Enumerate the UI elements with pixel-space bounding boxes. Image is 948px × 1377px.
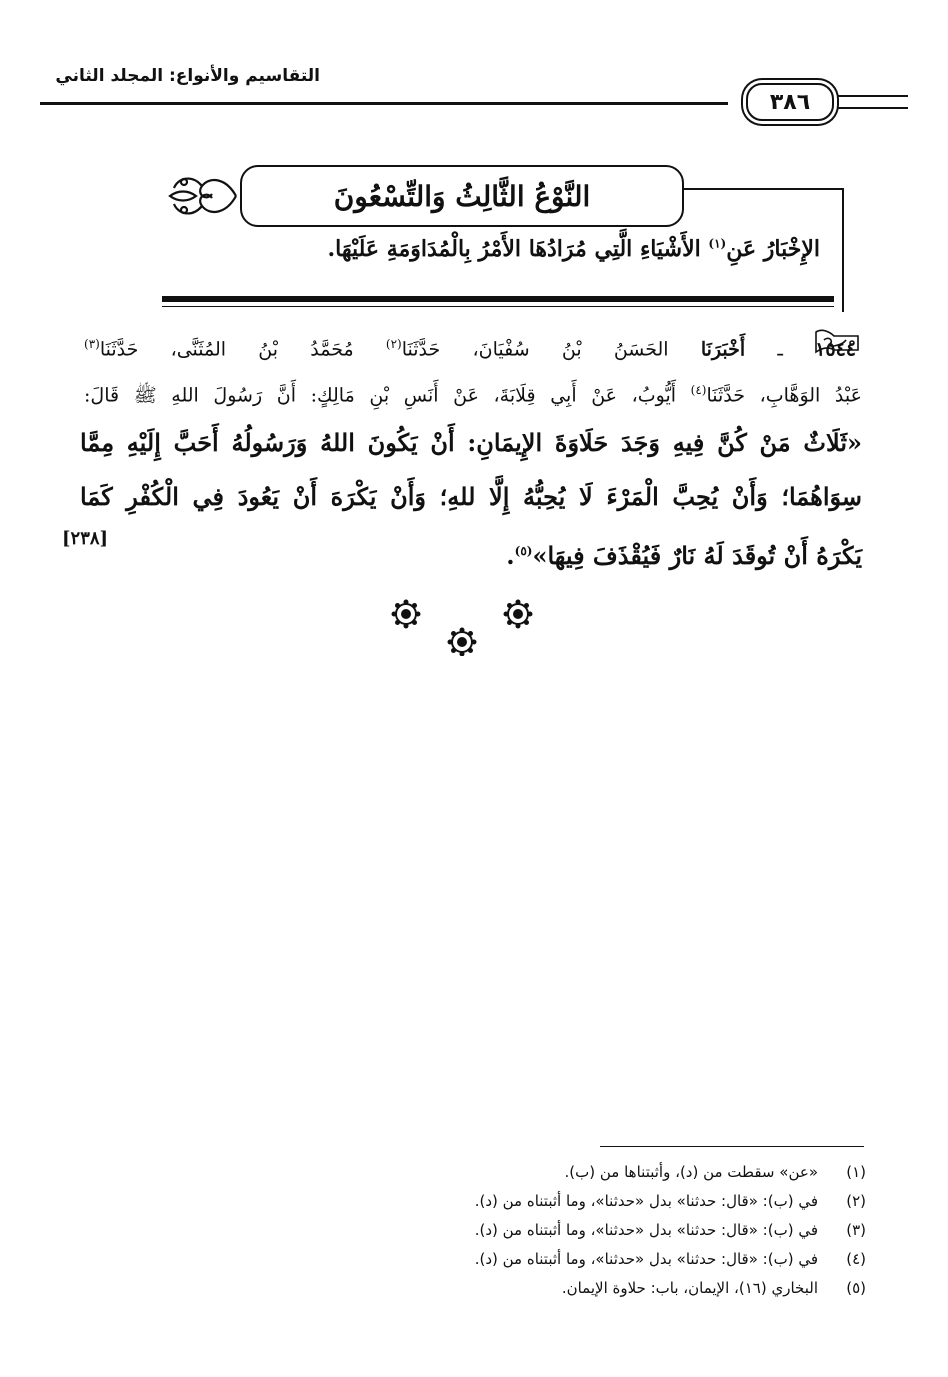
running-title: التقاسيم والأنواع: المجلد الثاني	[55, 66, 320, 86]
isnad-text: مُحَمَّدُ بْنُ المُثَنَّى، حَدَّثَنَا	[99, 338, 386, 361]
isnad-text: عَبْدُ الوَهَّابِ، حَدَّثَنَا	[706, 384, 862, 407]
footnote-separator	[600, 1146, 864, 1147]
footnote-number: (٣)	[846, 1221, 866, 1239]
footnote-text: «عن» سقطت من (د)، وأثبتناها من (ب).	[564, 1163, 818, 1181]
subtitle-prefix: الإِخْبَارُ عَنِ	[726, 236, 820, 262]
chapter-title: النَّوْعُ الثَّالِثُ وَالتِّسْعُونَ	[333, 179, 591, 213]
subtitle-rest: الأَشْيَاءِ الَّتِي مُرَادُهَا الأَمْرُ بِالْمُدَاوَمَةِ عَلَيْهَا.	[327, 236, 709, 262]
isnad-line-1	[84, 326, 856, 367]
hadith-matn	[80, 416, 862, 583]
footnote	[366, 1158, 866, 1187]
page-number: ٣٨٦	[746, 83, 834, 121]
matn-line: «ثَلَاثٌ مَنْ كُنَّ فِيهِ وَجَدَ حَلَاوَةَ الإِيمَانِ: أَنْ يَكُونَ اللهُ وَرَسُولُهُ أَحَبَّ إِلَيْهِ مِمَّا	[80, 428, 862, 457]
header-rule	[40, 102, 728, 105]
header-double-rule	[838, 95, 908, 109]
footnote-ref: (٤)	[690, 383, 707, 397]
chapter-subtitle	[180, 236, 820, 262]
footnote	[366, 1274, 866, 1303]
isnad-line-2	[84, 372, 862, 413]
matn-end: .	[506, 541, 515, 570]
chapter-title-frame	[240, 165, 684, 227]
section-rule-thin	[162, 306, 834, 307]
footnote	[366, 1187, 866, 1216]
footnote-text: في (ب): «قال: حدثنا» بدل «حدثنا»، وما أثبتناه من (د).	[474, 1250, 818, 1268]
hadith-dash: ـ	[745, 338, 816, 361]
footnote-number: (٥)	[846, 1279, 866, 1297]
footnote	[366, 1245, 866, 1274]
chapter-connector-line	[682, 188, 844, 190]
footnote-number: (٤)	[846, 1250, 866, 1268]
matn-line	[80, 524, 862, 583]
matn-text: يَكْرَهُ أَنْ تُوقَدَ لَهُ نَارٌ فَيُقْذَفَ فِيهَا»	[532, 541, 862, 570]
footnote	[366, 1216, 866, 1245]
footnote-text: في (ب): «قال: حدثنا» بدل «حدثنا»، وما أثبتناه من (د).	[474, 1192, 818, 1210]
footnote-number: (١)	[846, 1163, 866, 1181]
flower-ornament-icon	[390, 596, 540, 656]
hadith-number: ١٥٤٤	[815, 338, 856, 361]
isnad-text: أَيُّوبُ، عَنْ أَبِي قِلَابَةَ، عَنْ أَنَسِ بْنِ مَالِكٍ: أَنَّ رَسُولَ اللهِ ﷺ قَالَ:	[84, 384, 691, 407]
footnote-ref: (١)	[708, 236, 727, 251]
matn-line: سِوَاهُمَا؛ وَأَنْ يُحِبَّ الْمَرْءَ لَا يُحِبُّهُ إِلَّا للهِ؛ وَأَنْ يَكْرَهَ أَنْ يَعُودَ فِي الْكُفْرِ كَمَا	[80, 482, 862, 511]
footnote-text: في (ب): «قال: حدثنا» بدل «حدثنا»، وما أثبتناه من (د).	[474, 1221, 818, 1239]
chapter-side-rule	[842, 188, 844, 312]
footnote-number: (٢)	[846, 1192, 866, 1210]
footnote-ref: (٢)	[385, 337, 402, 351]
footnotes-list	[366, 1158, 866, 1303]
footnote-ref: (٣)	[84, 337, 100, 351]
section-rule-thick	[162, 296, 834, 302]
akhbarana-word: أَخْبَرَنَا	[700, 338, 746, 361]
arabesque-ornament-icon	[166, 168, 240, 224]
hadith-reference-number: [٢٣٨]	[62, 528, 109, 549]
footnote-ref: (٥)	[514, 544, 533, 558]
isnad-text: الحَسَنُ بْنُ سُفْيَانَ، حَدَّثَنَا	[401, 338, 701, 361]
footnote-text: البخاري (١٦)، الإيمان، باب: حلاوة الإيمان.	[561, 1279, 818, 1297]
